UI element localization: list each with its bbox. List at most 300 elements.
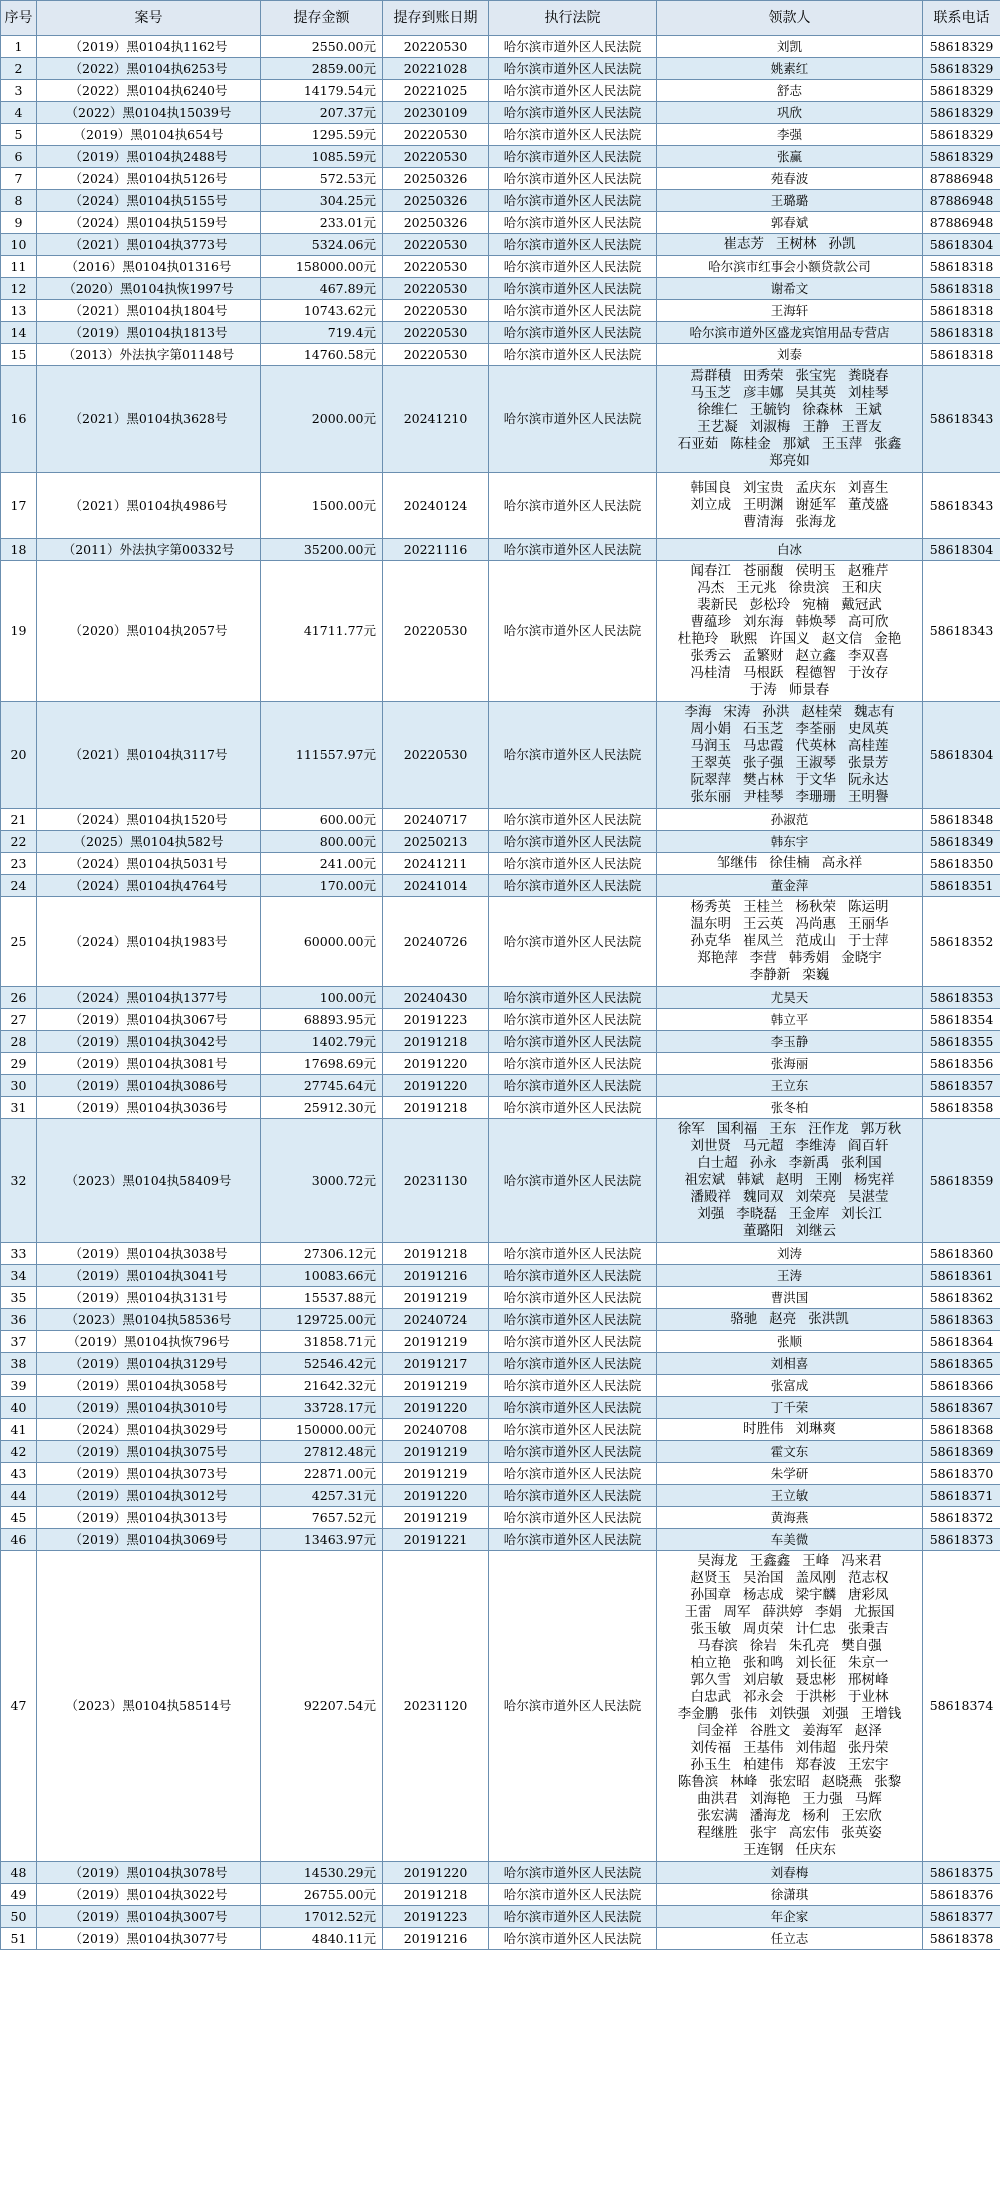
court-name: 哈尔滨市道外区人民法院 [489, 212, 657, 234]
payee-cell [657, 1287, 923, 1309]
contact-phone: 58618348 [923, 809, 1000, 831]
payee-name: 苑春波 [770, 170, 809, 186]
row-number: 43 [1, 1463, 37, 1485]
header-payee: 领款人 [657, 1, 923, 36]
row-number: 4 [1, 102, 37, 124]
contact-phone: 58618318 [923, 344, 1000, 366]
payee-name: 崔凤兰 [743, 933, 784, 949]
payee-name: 刘伟超 [795, 1740, 836, 1756]
payee-name: 程德智 [795, 665, 836, 681]
payee-cell [657, 1529, 923, 1551]
payee-name: 姜海军 [802, 1723, 843, 1739]
payee-name: 裴新民 [697, 597, 738, 613]
payee-name: 史凤英 [848, 721, 889, 737]
deposit-amount: 2859.00元 [261, 58, 383, 80]
contact-phone: 58618304 [923, 702, 1000, 809]
deposit-date: 20221028 [383, 58, 489, 80]
table-row [1, 1009, 1000, 1031]
case-number: （2019）黑0104执654号 [37, 124, 261, 146]
payee-name: 王明渊 [743, 497, 784, 513]
table-row [1, 1397, 1000, 1419]
payee-name: 王艺凝 [697, 419, 738, 435]
payee-name: 张鑫 [874, 436, 902, 452]
payee-cell [657, 1097, 923, 1119]
payee-name: 任立志 [770, 1930, 809, 1946]
payee-name: 郭春斌 [770, 214, 809, 230]
row-number: 18 [1, 539, 37, 561]
row-number: 9 [1, 212, 37, 234]
payee-cell [657, 300, 923, 322]
deposit-amount: 41711.77元 [261, 561, 383, 702]
deposit-amount: 31858.71元 [261, 1331, 383, 1353]
case-number: （2022）黑0104执6240号 [37, 80, 261, 102]
payee-cell [657, 1862, 923, 1884]
payee-cell [657, 561, 923, 702]
case-number: （2019）黑0104执3086号 [37, 1075, 261, 1097]
payee-cell [657, 36, 923, 58]
court-name: 哈尔滨市道外区人民法院 [489, 1331, 657, 1353]
payee-name: 王金库 [788, 1206, 830, 1222]
court-name: 哈尔滨市道外区人民法院 [489, 1053, 657, 1075]
table-row [1, 1053, 1000, 1075]
deposit-date: 20220530 [383, 256, 489, 278]
payee-cell [657, 1053, 923, 1075]
court-name: 哈尔滨市道外区人民法院 [489, 1309, 657, 1331]
row-number: 30 [1, 1075, 37, 1097]
payee-cell [657, 1419, 923, 1441]
payee-cell [657, 146, 923, 168]
court-name: 哈尔滨市道外区人民法院 [489, 875, 657, 897]
case-number: （2022）黑0104执15039号 [37, 102, 261, 124]
contact-phone: 58618355 [923, 1031, 1000, 1053]
payee-name: 焉群積 [690, 368, 731, 384]
payee-cell [657, 809, 923, 831]
deposit-date: 20241014 [383, 875, 489, 897]
payee-name: 刘海艳 [749, 1791, 791, 1807]
contact-phone: 58618376 [923, 1884, 1000, 1906]
deposit-date: 20220530 [383, 322, 489, 344]
payee-name: 姚素红 [770, 60, 809, 76]
deposit-date: 20240124 [383, 473, 489, 539]
payee-name: 于汝存 [848, 665, 889, 681]
payee-cell [657, 1265, 923, 1287]
payee-cell [657, 831, 923, 853]
payee-name: 冯杰 [697, 580, 725, 596]
deposit-amount: 3000.72元 [261, 1119, 383, 1243]
payee-cell [657, 190, 923, 212]
table-row [1, 366, 1000, 473]
table-row [1, 1441, 1000, 1463]
contact-phone: 58618370 [923, 1463, 1000, 1485]
case-number: （2019）黑0104执3013号 [37, 1507, 261, 1529]
table-row [1, 1928, 1000, 1950]
payee-cell [657, 1353, 923, 1375]
payee-name: 杨志成 [743, 1587, 784, 1603]
payee-name: 刘东海 [743, 614, 784, 630]
table-row [1, 1551, 1000, 1862]
deposit-date: 20220530 [383, 234, 489, 256]
payee-name: 马元超 [743, 1138, 784, 1154]
payee-name: 孙凯 [828, 236, 856, 252]
deposit-date: 20241210 [383, 366, 489, 473]
payee-name: 徐潇琪 [770, 1886, 809, 1902]
deposit-date: 20231130 [383, 1119, 489, 1243]
deposit-amount: 572.53元 [261, 168, 383, 190]
table-row [1, 1119, 1000, 1243]
court-name: 哈尔滨市道外区人民法院 [489, 1862, 657, 1884]
case-number: （2019）黑0104执1162号 [37, 36, 261, 58]
payee-name: 董璐阳 [743, 1223, 784, 1239]
payee-name: 王海轩 [770, 302, 809, 318]
deposit-amount: 111557.97元 [261, 702, 383, 809]
case-number: （2022）黑0104执6253号 [37, 58, 261, 80]
payee-cell [657, 102, 923, 124]
table-row [1, 102, 1000, 124]
deposit-date: 20220530 [383, 36, 489, 58]
payee-cell [657, 124, 923, 146]
payee-name: 高可欣 [848, 614, 889, 630]
payee-name: 王立敏 [770, 1487, 809, 1503]
case-number: （2019）黑0104执3058号 [37, 1375, 261, 1397]
deposit-amount: 14179.54元 [261, 80, 383, 102]
payee-cell [657, 80, 923, 102]
payee-name: 白忠武 [690, 1689, 731, 1705]
deposit-date: 20191217 [383, 1353, 489, 1375]
deposit-amount: 13463.97元 [261, 1529, 383, 1551]
court-name: 哈尔滨市道外区人民法院 [489, 102, 657, 124]
case-number: （2021）黑0104执1804号 [37, 300, 261, 322]
payee-name: 潘殿祥 [690, 1189, 731, 1205]
payee-name: 马忠霞 [743, 738, 784, 754]
case-number: （2025）黑0104执582号 [37, 831, 261, 853]
deposit-amount: 60000.00元 [261, 897, 383, 987]
court-name: 哈尔滨市道外区人民法院 [489, 1906, 657, 1928]
deposit-date: 20240708 [383, 1419, 489, 1441]
table-row [1, 875, 1000, 897]
table-row [1, 36, 1000, 58]
payee-name: 郭万秋 [860, 1121, 902, 1137]
table-row [1, 539, 1000, 561]
deposit-amount: 1500.00元 [261, 473, 383, 539]
table-row [1, 1031, 1000, 1053]
payee-name: 丁千荣 [770, 1399, 809, 1415]
payee-name: 张英姿 [841, 1825, 882, 1841]
contact-phone: 58618368 [923, 1419, 1000, 1441]
payee-name: 于涛 [749, 682, 777, 698]
court-name: 哈尔滨市道外区人民法院 [489, 1441, 657, 1463]
payee-name: 王力强 [802, 1791, 843, 1807]
row-number: 1 [1, 36, 37, 58]
payee-name: 王毓钧 [749, 402, 791, 418]
table-row [1, 1075, 1000, 1097]
contact-phone: 58618343 [923, 473, 1000, 539]
payee-name: 郑春波 [795, 1757, 836, 1773]
payee-name: 李新禹 [788, 1155, 830, 1171]
header-court: 执行法院 [489, 1, 657, 36]
payee-name: 张顺 [776, 1333, 802, 1349]
court-name: 哈尔滨市道外区人民法院 [489, 1243, 657, 1265]
court-name: 哈尔滨市道外区人民法院 [489, 190, 657, 212]
payee-cell [657, 212, 923, 234]
payee-name: 刘强 [697, 1206, 725, 1222]
case-number: （2019）黑0104执3069号 [37, 1529, 261, 1551]
payee-name: 谢希文 [770, 280, 809, 296]
payee-cell [657, 234, 923, 256]
payee-name: 哈尔滨市红事会小额贷款公司 [708, 258, 871, 274]
contact-phone: 58618362 [923, 1287, 1000, 1309]
contact-phone: 58618318 [923, 300, 1000, 322]
payee-name: 杨秀英 [690, 899, 731, 915]
payee-name: 孟庆东 [795, 480, 836, 496]
payee-name: 杨利 [802, 1808, 830, 1824]
court-name: 哈尔滨市道外区人民法院 [489, 1507, 657, 1529]
contact-phone: 58618367 [923, 1397, 1000, 1419]
payee-name: 谷胜文 [749, 1723, 791, 1739]
payee-cell [657, 256, 923, 278]
deposit-date: 20250213 [383, 831, 489, 853]
contact-phone: 58618373 [923, 1529, 1000, 1551]
payee-name: 陈鲁滨 [677, 1774, 719, 1790]
payee-name: 赵立鑫 [795, 648, 836, 664]
payee-name: 王东 [769, 1121, 797, 1137]
payee-name: 冯尚惠 [795, 916, 836, 932]
row-number: 26 [1, 987, 37, 1009]
payee-name: 曲洪君 [697, 1791, 738, 1807]
deposit-amount: 304.25元 [261, 190, 383, 212]
payee-name: 张丹荣 [848, 1740, 889, 1756]
case-number: （2021）黑0104执4986号 [37, 473, 261, 539]
payee-name: 马春滨 [697, 1638, 738, 1654]
payee-name: 彦丰娜 [743, 385, 784, 401]
payee-name: 韩立平 [770, 1011, 809, 1027]
payee-name: 白冰 [776, 541, 802, 557]
payee-name: 徐佳楠 [769, 855, 810, 871]
contact-phone: 58618343 [923, 561, 1000, 702]
payee-name: 王宏欣 [841, 1808, 882, 1824]
court-name: 哈尔滨市道外区人民法院 [489, 146, 657, 168]
payee-name: 李营 [749, 950, 777, 966]
payee-name: 刘强 [821, 1706, 849, 1722]
payee-name: 吴海龙 [697, 1553, 738, 1569]
payee-cell [657, 1243, 923, 1265]
payee-name: 刘长征 [795, 1655, 836, 1671]
payee-name: 赵明 [776, 1172, 803, 1188]
payee-name: 董茂盛 [848, 497, 889, 513]
contact-phone: 58618363 [923, 1309, 1000, 1331]
payee-name: 马根跃 [743, 665, 784, 681]
payee-name: 徐贵滨 [788, 580, 830, 596]
payee-name: 高桂莲 [848, 738, 889, 754]
table-row [1, 1485, 1000, 1507]
payee-name: 张富成 [770, 1377, 809, 1393]
payee-name: 张宝宪 [795, 368, 836, 384]
case-number: （2024）黑0104执1520号 [37, 809, 261, 831]
court-name: 哈尔滨市道外区人民法院 [489, 831, 657, 853]
row-number: 14 [1, 322, 37, 344]
row-number: 33 [1, 1243, 37, 1265]
payee-name: 张伟 [730, 1706, 758, 1722]
court-name: 哈尔滨市道外区人民法院 [489, 987, 657, 1009]
deposit-date: 20250326 [383, 168, 489, 190]
payee-cell [657, 702, 923, 809]
payee-cell [657, 1031, 923, 1053]
payee-name: 盖凤刚 [795, 1570, 836, 1586]
deposit-date: 20191216 [383, 1928, 489, 1950]
payee-name: 王玉萍 [821, 436, 863, 452]
payee-name: 哈尔滨市道外区盛龙宾馆用品专营店 [689, 324, 890, 340]
deposit-amount: 1295.59元 [261, 124, 383, 146]
deposit-amount: 52546.42元 [261, 1353, 383, 1375]
deposit-amount: 68893.95元 [261, 1009, 383, 1031]
payee-name: 王元兆 [736, 580, 777, 596]
row-number: 50 [1, 1906, 37, 1928]
deposit-date: 20221116 [383, 539, 489, 561]
deposit-amount: 14760.58元 [261, 344, 383, 366]
payee-name: 徐维仁 [697, 402, 738, 418]
row-number: 51 [1, 1928, 37, 1950]
table-row [1, 1507, 1000, 1529]
payee-name: 田秀荣 [743, 368, 784, 384]
court-name: 哈尔滨市道外区人民法院 [489, 1265, 657, 1287]
payee-name: 马润玉 [690, 738, 731, 754]
table-row [1, 897, 1000, 987]
payee-cell [657, 1485, 923, 1507]
deposit-date: 20220530 [383, 344, 489, 366]
table-row [1, 831, 1000, 853]
contact-phone: 58618361 [923, 1265, 1000, 1287]
payee-name: 王宏宇 [848, 1757, 889, 1773]
table-row [1, 278, 1000, 300]
deposit-amount: 4257.31元 [261, 1485, 383, 1507]
deposit-amount: 800.00元 [261, 831, 383, 853]
case-number: （2024）黑0104执5155号 [37, 190, 261, 212]
deposit-amount: 2000.00元 [261, 366, 383, 473]
contact-phone: 58618371 [923, 1485, 1000, 1507]
payee-name: 张秀云 [690, 648, 731, 664]
row-number: 23 [1, 853, 37, 875]
row-number: 27 [1, 1009, 37, 1031]
payee-cell [657, 1507, 923, 1529]
table-row [1, 1287, 1000, 1309]
case-number: （2024）黑0104执3029号 [37, 1419, 261, 1441]
deposit-date: 20240717 [383, 809, 489, 831]
payee-name: 李玉静 [770, 1033, 809, 1049]
payee-name: 董金萍 [770, 877, 809, 893]
payee-name: 张景芳 [848, 755, 889, 771]
payee-name: 任庆东 [795, 1842, 836, 1858]
table-row [1, 168, 1000, 190]
contact-phone: 58618375 [923, 1862, 1000, 1884]
payee-name: 韩东宇 [770, 833, 809, 849]
contact-phone: 58618353 [923, 987, 1000, 1009]
payee-cell [657, 1441, 923, 1463]
payee-name: 孙克华 [690, 933, 731, 949]
court-name: 哈尔滨市道外区人民法院 [489, 124, 657, 146]
case-number: （2019）黑0104执3073号 [37, 1463, 261, 1485]
row-number: 40 [1, 1397, 37, 1419]
payee-name: 师景春 [788, 682, 830, 698]
table-row [1, 212, 1000, 234]
payee-name: 王晋友 [841, 419, 882, 435]
deposit-date: 20240726 [383, 897, 489, 987]
payee-name: 张宏昭 [769, 1774, 810, 1790]
deposit-amount: 14530.29元 [261, 1862, 383, 1884]
payee-name: 王基伟 [743, 1740, 784, 1756]
payee-name: 王明譽 [848, 789, 889, 805]
row-number: 28 [1, 1031, 37, 1053]
payee-name: 王鑫鑫 [749, 1553, 791, 1569]
payee-name: 曹洪国 [770, 1289, 809, 1305]
payee-name: 王峰 [802, 1553, 830, 1569]
case-number: （2019）黑0104执3078号 [37, 1862, 261, 1884]
payee-name: 王淑琴 [795, 755, 836, 771]
row-number: 8 [1, 190, 37, 212]
contact-phone: 58618366 [923, 1375, 1000, 1397]
deposit-date: 20240724 [383, 1309, 489, 1331]
court-name: 哈尔滨市道外区人民法院 [489, 1551, 657, 1862]
payee-name: 刘琳爽 [795, 1421, 836, 1437]
court-name: 哈尔滨市道外区人民法院 [489, 322, 657, 344]
court-name: 哈尔滨市道外区人民法院 [489, 853, 657, 875]
header-amount: 提存金额 [261, 1, 383, 36]
deposit-date: 20191220 [383, 1397, 489, 1419]
court-name: 哈尔滨市道外区人民法院 [489, 256, 657, 278]
deposit-date: 20241211 [383, 853, 489, 875]
deposit-amount: 21642.32元 [261, 1375, 383, 1397]
court-name: 哈尔滨市道外区人民法院 [489, 561, 657, 702]
payee-name: 郭久雪 [690, 1672, 731, 1688]
payee-name: 刘春梅 [770, 1864, 809, 1880]
payee-cell [657, 366, 923, 473]
court-name: 哈尔滨市道外区人民法院 [489, 539, 657, 561]
payee-name: 彭松玲 [749, 597, 791, 613]
deposit-amount: 150000.00元 [261, 1419, 383, 1441]
payee-name: 车美微 [770, 1531, 809, 1547]
case-number: （2021）黑0104执3628号 [37, 366, 261, 473]
payee-name: 徐岩 [749, 1638, 777, 1654]
contact-phone: 58618364 [923, 1331, 1000, 1353]
payee-name: 柏建伟 [743, 1757, 784, 1773]
payee-cell [657, 1331, 923, 1353]
row-number: 44 [1, 1485, 37, 1507]
deposit-amount: 719.4元 [261, 322, 383, 344]
case-number: （2013）外法执字第01148号 [37, 344, 261, 366]
payee-name: 赵泽 [854, 1723, 882, 1739]
court-name: 哈尔滨市道外区人民法院 [489, 344, 657, 366]
deposit-amount: 170.00元 [261, 875, 383, 897]
contact-phone: 58618349 [923, 831, 1000, 853]
court-name: 哈尔滨市道外区人民法院 [489, 36, 657, 58]
payee-name: 张东丽 [690, 789, 731, 805]
payee-name: 那斌 [782, 436, 810, 452]
deposit-date: 20191218 [383, 1243, 489, 1265]
payee-name: 王翠英 [690, 755, 731, 771]
table-row [1, 1463, 1000, 1485]
deposit-amount: 25912.30元 [261, 1097, 383, 1119]
table-row [1, 300, 1000, 322]
court-name: 哈尔滨市道外区人民法院 [489, 1353, 657, 1375]
payee-name: 王涛 [776, 1267, 802, 1283]
payee-name: 巩欣 [776, 104, 802, 120]
contact-phone: 58618343 [923, 366, 1000, 473]
payee-name: 刘铁强 [769, 1706, 810, 1722]
payee-name: 徐森林 [802, 402, 843, 418]
payee-name: 张冬柏 [770, 1099, 809, 1115]
row-number: 42 [1, 1441, 37, 1463]
court-name: 哈尔滨市道外区人民法院 [489, 1419, 657, 1441]
contact-phone: 58618329 [923, 124, 1000, 146]
payee-name: 周军 [723, 1604, 751, 1620]
